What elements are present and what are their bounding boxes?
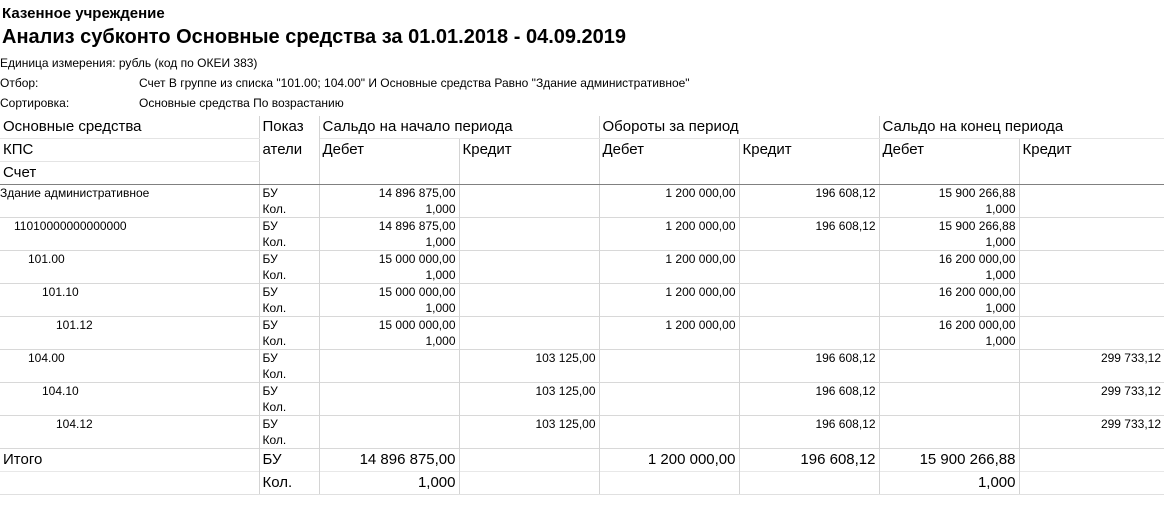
- row-indicator-qty: Кол.: [259, 234, 319, 251]
- row-opening-debit-qty: 1,000: [319, 267, 459, 284]
- row-turnover-debit: [599, 416, 739, 433]
- table-row: [0, 350, 1164, 367]
- row-turnover-debit: [599, 383, 739, 400]
- row-turnover-credit: 196 608,12: [739, 185, 879, 202]
- row-closing-debit: 16 200 000,00: [879, 317, 1019, 334]
- row-name: Здание административное: [0, 185, 259, 202]
- row-opening-debit-qty: 1,000: [319, 333, 459, 350]
- table-row: [0, 284, 1164, 301]
- header-turnover-debit: Дебет: [599, 139, 739, 162]
- row-indicator-bu: БУ: [259, 416, 319, 433]
- header-indicator-1: Показ: [259, 116, 319, 139]
- filter-label: Отбор:: [0, 76, 39, 90]
- row-opening-debit: 15 000 000,00: [319, 251, 459, 268]
- header-opening-balance: Сальдо на начало периода: [319, 116, 599, 139]
- total-indicator-qty: Кол.: [259, 472, 319, 495]
- row-closing-debit-qty: 1,000: [879, 267, 1019, 284]
- row-opening-debit-qty: [319, 432, 459, 449]
- row-opening-debit: 15 000 000,00: [319, 284, 459, 301]
- row-closing-debit-qty: [879, 432, 1019, 449]
- row-turnover-debit: 1 200 000,00: [599, 317, 739, 334]
- row-indicator-qty: Кол.: [259, 432, 319, 449]
- row-closing-debit: 16 200 000,00: [879, 284, 1019, 301]
- row-closing-debit-qty: 1,000: [879, 333, 1019, 350]
- row-turnover-debit: 1 200 000,00: [599, 284, 739, 301]
- row-closing-debit: [879, 350, 1019, 367]
- table-row: [0, 416, 1164, 433]
- table-row: [0, 185, 1164, 202]
- row-closing-credit: 299 733,12: [1019, 383, 1164, 400]
- row-closing-credit: [1019, 317, 1164, 334]
- total-label: Итого: [0, 449, 259, 472]
- row-name: 101.12: [0, 317, 259, 334]
- header-opening-debit: Дебет: [319, 139, 459, 162]
- row-turnover-debit: [599, 350, 739, 367]
- row-indicator-bu: БУ: [259, 383, 319, 400]
- row-closing-debit: 15 900 266,88: [879, 218, 1019, 235]
- row-closing-credit: 299 733,12: [1019, 416, 1164, 433]
- organization-name: Казенное учреждение: [2, 5, 165, 22]
- row-name: 11010000000000000: [0, 218, 259, 235]
- row-closing-debit: [879, 416, 1019, 433]
- table-body: [0, 185, 1164, 449]
- table-header: [0, 116, 1164, 185]
- row-indicator-bu: БУ: [259, 284, 319, 301]
- row-opening-credit: [459, 185, 599, 202]
- report-title: Анализ субконто Основные средства за 01.01.2018 - 04.09.2019: [2, 26, 627, 48]
- row-opening-debit-qty: 1,000: [319, 201, 459, 218]
- total-turnover-credit: 196 608,12: [739, 449, 879, 472]
- table-row: [0, 251, 1164, 268]
- row-closing-debit-qty: 1,000: [879, 201, 1019, 218]
- header-opening-credit: Кредит: [459, 139, 599, 162]
- row-turnover-credit: [739, 284, 879, 301]
- row-indicator-qty: Кол.: [259, 366, 319, 383]
- row-indicator-bu: БУ: [259, 317, 319, 334]
- row-closing-credit: [1019, 218, 1164, 235]
- row-indicator-qty: Кол.: [259, 267, 319, 284]
- report-table: [0, 116, 1164, 495]
- row-opening-debit: [319, 383, 459, 400]
- row-turnover-credit: [739, 317, 879, 334]
- row-opening-debit-qty: [319, 399, 459, 416]
- row-indicator-bu: БУ: [259, 251, 319, 268]
- total-opening-debit-qty: 1,000: [319, 472, 459, 495]
- table-row-qty: [0, 201, 1164, 218]
- row-indicator-qty: Кол.: [259, 333, 319, 350]
- row-name: 101.00: [0, 251, 259, 268]
- units-line: Единица измерения: рубль (код по ОКЕИ 383): [0, 56, 258, 70]
- table-total: [0, 449, 1164, 495]
- row-turnover-debit: 1 200 000,00: [599, 251, 739, 268]
- row-opening-debit: [319, 416, 459, 433]
- row-opening-credit: [459, 251, 599, 268]
- table-row-qty: [0, 399, 1164, 416]
- row-name: 104.10: [0, 383, 259, 400]
- row-closing-credit: [1019, 251, 1164, 268]
- table-row: [0, 317, 1164, 334]
- table-row-qty: [0, 366, 1164, 383]
- header-kps: КПС: [0, 139, 259, 162]
- row-indicator-qty: Кол.: [259, 201, 319, 218]
- row-opening-credit: 103 125,00: [459, 350, 599, 367]
- row-turnover-credit: [739, 251, 879, 268]
- header-closing-balance: Сальдо на конец периода: [879, 116, 1164, 139]
- row-opening-debit-qty: [319, 366, 459, 383]
- table-row-qty: [0, 234, 1164, 251]
- row-closing-debit-qty: 1,000: [879, 234, 1019, 251]
- sort-label: Сортировка:: [0, 96, 70, 110]
- row-closing-credit: 299 733,12: [1019, 350, 1164, 367]
- row-opening-debit: 15 000 000,00: [319, 317, 459, 334]
- row-opening-debit-qty: 1,000: [319, 300, 459, 317]
- total-closing-debit: 15 900 266,88: [879, 449, 1019, 472]
- row-opening-debit: [319, 350, 459, 367]
- row-opening-credit: 103 125,00: [459, 416, 599, 433]
- header-turnover-credit: Кредит: [739, 139, 879, 162]
- row-turnover-credit: 196 608,12: [739, 416, 879, 433]
- row-closing-debit: 15 900 266,88: [879, 185, 1019, 202]
- row-opening-debit: 14 896 875,00: [319, 185, 459, 202]
- row-indicator-bu: БУ: [259, 185, 319, 202]
- total-turnover-debit: 1 200 000,00: [599, 449, 739, 472]
- total-closing-debit-qty: 1,000: [879, 472, 1019, 495]
- header-fixed-assets: Основные средства: [0, 116, 259, 139]
- header-account: Счет: [0, 162, 259, 185]
- total-indicator-bu: БУ: [259, 449, 319, 472]
- table-row-qty: [0, 333, 1164, 350]
- header-closing-credit: Кредит: [1022, 141, 1072, 158]
- row-name: 104.00: [0, 350, 259, 367]
- row-opening-credit: 103 125,00: [459, 383, 599, 400]
- header-indicator-2: атели: [259, 139, 319, 162]
- row-opening-credit: [459, 284, 599, 301]
- row-name: 101.10: [0, 284, 259, 301]
- filter-value: Счет В группе из списка "101.00; 104.00" И Основные средства Равно "Здание административное": [139, 76, 690, 90]
- row-indicator-qty: Кол.: [259, 300, 319, 317]
- row-closing-debit: 16 200 000,00: [879, 251, 1019, 268]
- row-closing-debit-qty: 1,000: [879, 300, 1019, 317]
- table-row: [0, 383, 1164, 400]
- row-indicator-qty: Кол.: [259, 399, 319, 416]
- row-closing-credit: [1019, 284, 1164, 301]
- header-turnover: Обороты за период: [599, 116, 879, 139]
- row-turnover-debit: 1 200 000,00: [599, 185, 739, 202]
- row-turnover-credit: 196 608,12: [739, 218, 879, 235]
- sort-value: Основные средства По возрастанию: [139, 96, 344, 110]
- table-row: [0, 218, 1164, 235]
- table-row-qty: [0, 300, 1164, 317]
- row-opening-debit: 14 896 875,00: [319, 218, 459, 235]
- row-closing-debit-qty: [879, 366, 1019, 383]
- row-closing-debit: [879, 383, 1019, 400]
- row-opening-credit: [459, 317, 599, 334]
- table-row-qty: [0, 267, 1164, 284]
- row-closing-credit: [1019, 185, 1164, 202]
- row-indicator-bu: БУ: [259, 350, 319, 367]
- row-opening-debit-qty: 1,000: [319, 234, 459, 251]
- header-closing-debit: Дебет: [879, 139, 1019, 162]
- row-closing-debit-qty: [879, 399, 1019, 416]
- table-row-qty: [0, 432, 1164, 449]
- row-turnover-debit: 1 200 000,00: [599, 218, 739, 235]
- total-opening-debit: 14 896 875,00: [319, 449, 459, 472]
- row-name: 104.12: [0, 416, 259, 433]
- row-opening-credit: [459, 218, 599, 235]
- row-turnover-credit: 196 608,12: [739, 350, 879, 367]
- row-indicator-bu: БУ: [259, 218, 319, 235]
- row-turnover-credit: 196 608,12: [739, 383, 879, 400]
